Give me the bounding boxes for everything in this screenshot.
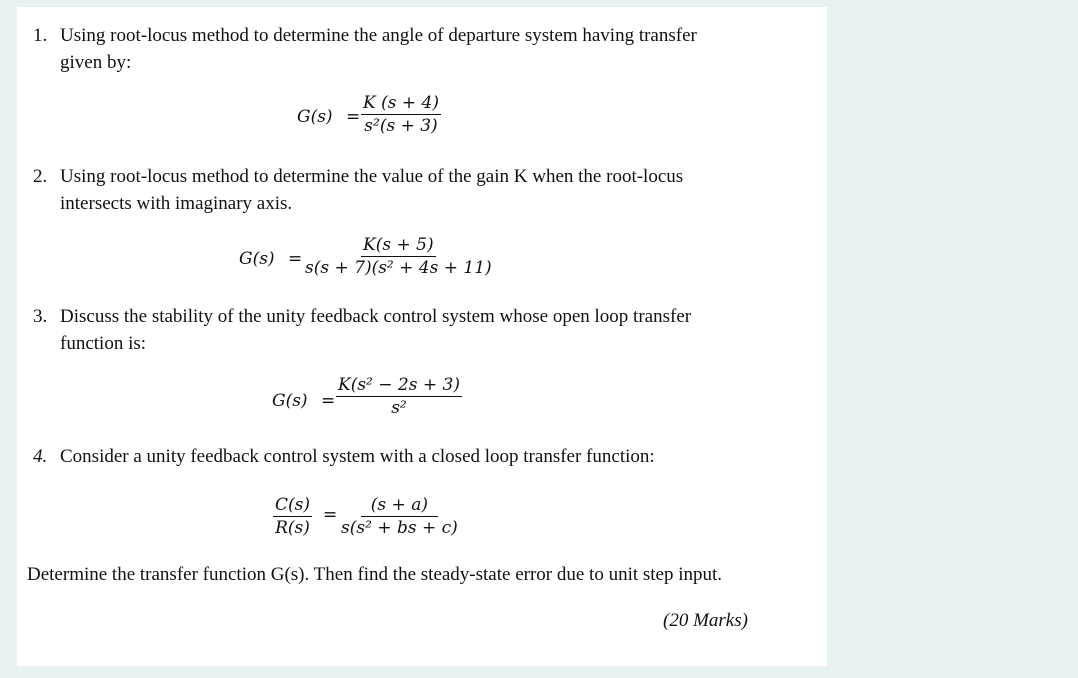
question-number: 2. xyxy=(33,166,48,187)
equation-2 xyxy=(239,235,519,285)
question-text: function is: xyxy=(60,333,147,354)
denominator: s(s² + bs + c) xyxy=(341,518,458,538)
question-text: Using root-locus method to determine the angle of departure system having transfer xyxy=(60,25,697,46)
numerator: K(s² − 2s + 3) xyxy=(338,375,460,395)
equals-sign: = xyxy=(288,249,303,269)
followup-text: Determine the transfer function G(s). Then find the steady-state error due to unit step input. xyxy=(27,564,723,585)
question-number: 4. xyxy=(33,446,48,467)
equals-sign: = xyxy=(346,107,361,127)
denominator: R(s) xyxy=(275,518,310,538)
equals-sign: = xyxy=(323,505,338,525)
question-text: Consider a unity feedback control system with a closed loop transfer function: xyxy=(60,446,655,467)
denominator: s²(s + 3) xyxy=(364,116,438,136)
equals-sign: = xyxy=(321,391,336,411)
question-number: 1. xyxy=(33,25,48,46)
equation-3 xyxy=(272,375,492,425)
equation-1 xyxy=(297,93,477,143)
marks-label: (20 Marks) xyxy=(663,610,748,631)
equation-lhs: G(s) xyxy=(272,391,308,411)
numerator: C(s) xyxy=(275,495,310,515)
fraction xyxy=(361,93,441,136)
question-text: given by: xyxy=(60,52,132,73)
denominator: s(s + 7)(s² + 4s + 11) xyxy=(305,258,492,278)
equation-4 xyxy=(273,495,493,545)
numerator: (s + a) xyxy=(361,495,438,517)
equation-lhs: G(s) xyxy=(297,107,333,127)
equation-lhs: G(s) xyxy=(239,249,275,269)
fraction xyxy=(336,375,462,418)
question-text: Discuss the stability of the unity feedback control system whose open loop transfer xyxy=(60,306,692,327)
denominator: s² xyxy=(391,398,407,418)
document-page xyxy=(17,7,827,666)
question-number: 3. xyxy=(33,306,48,327)
rhs-fraction xyxy=(339,495,460,538)
question-text: intersects with imaginary axis. xyxy=(60,193,293,214)
question-text: Using root-locus method to determine the value of the gain K when the root-locus xyxy=(60,166,684,187)
numerator: K(s + 5) xyxy=(363,235,434,255)
lhs-fraction xyxy=(273,495,312,538)
fraction xyxy=(303,235,494,278)
numerator: K (s + 4) xyxy=(363,93,439,113)
